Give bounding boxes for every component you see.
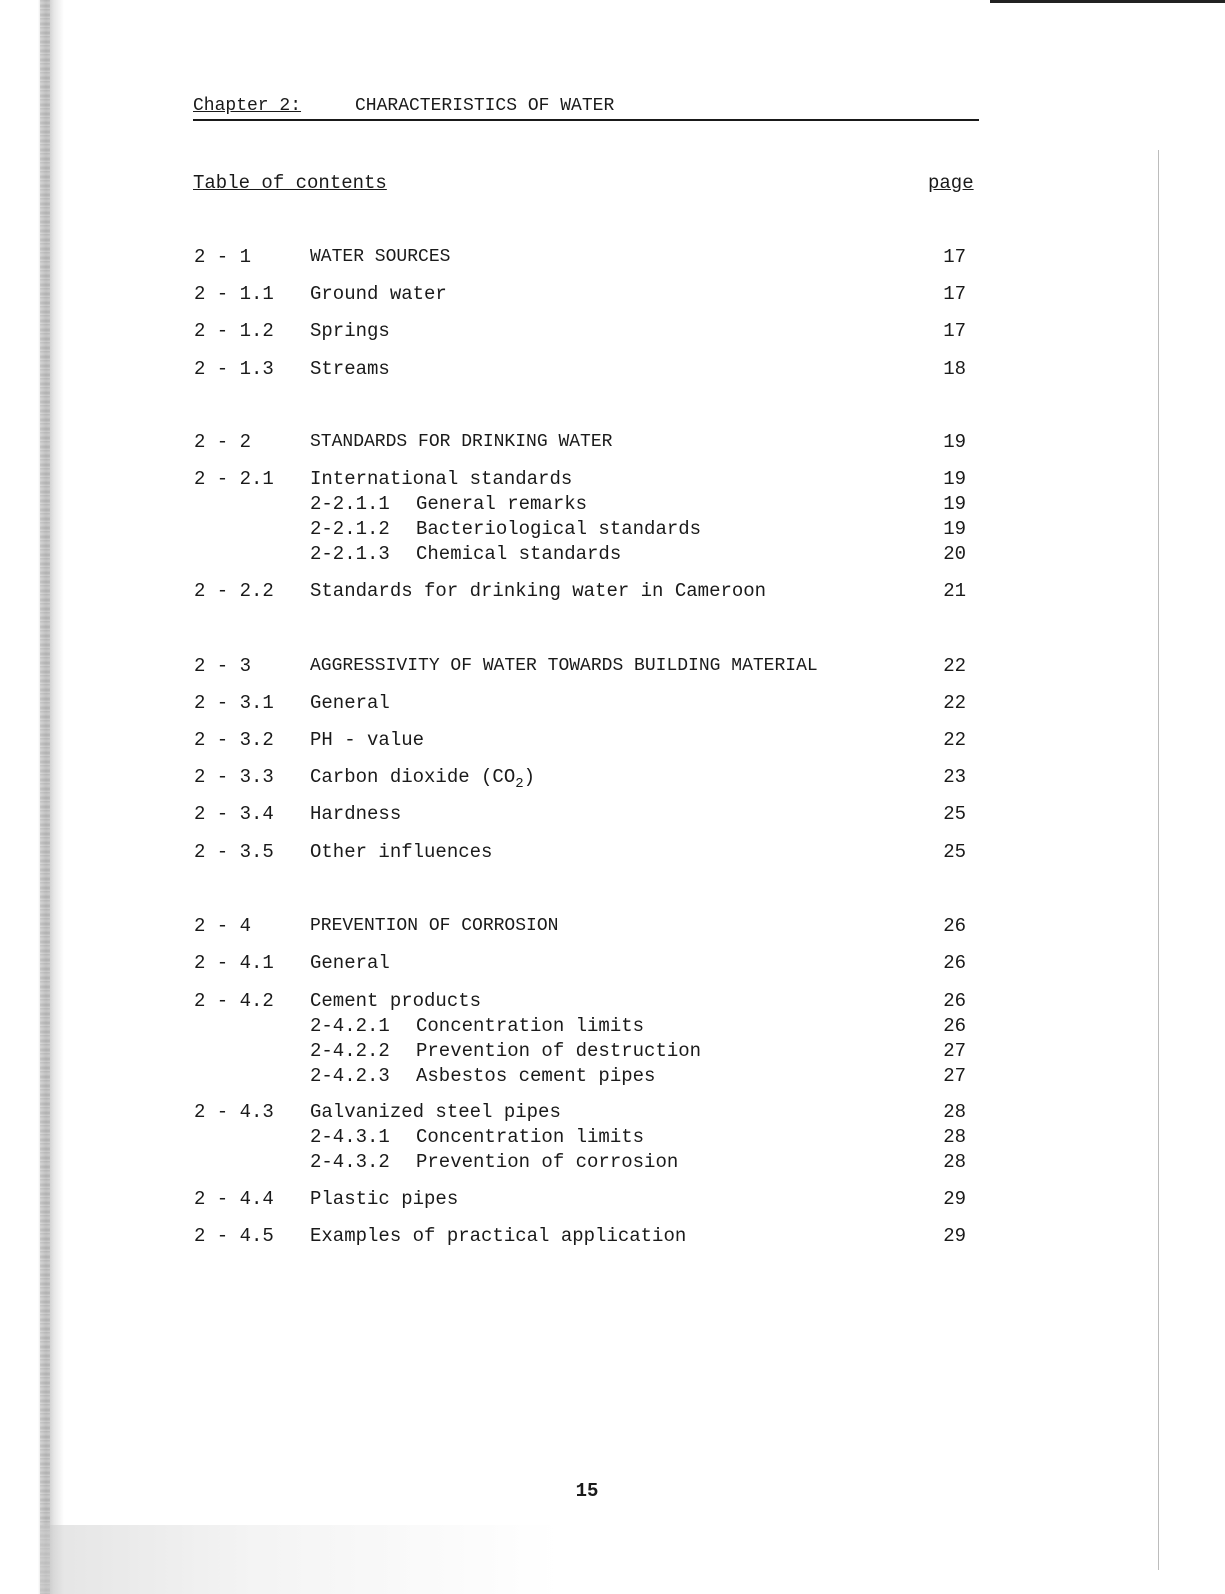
toc-entry [0, 467, 1225, 491]
toc-entry [0, 1187, 1225, 1211]
chapter-header [193, 95, 979, 121]
toc-entry-page: 25 [943, 803, 966, 825]
toc-entry-number: 2 - 2.2 [194, 580, 274, 602]
toc-entry-page: 28 [943, 1151, 966, 1173]
toc-entry-number: 2-2.1.2 [310, 518, 390, 540]
toc-entry-number: 2 - 1.2 [194, 320, 274, 342]
toc-entry [0, 319, 1225, 343]
toc-entry-title: General remarks [416, 493, 588, 515]
toc-entry-page: 23 [943, 766, 966, 788]
toc-entry-title: General [310, 692, 390, 714]
toc-entry-number: 2-2.1.3 [310, 543, 390, 565]
toc-entry-title: Plastic pipes [310, 1188, 459, 1210]
toc-entry-number: 2 - 3.4 [194, 803, 274, 825]
toc-entry [0, 282, 1225, 306]
toc-entry-page: 18 [943, 358, 966, 380]
toc-entry-page: 22 [943, 729, 966, 751]
chapter-label: Chapter 2: [193, 96, 302, 116]
toc-entry-number: 2 - 1.3 [194, 358, 274, 380]
toc-entry-page: 17 [943, 320, 966, 342]
toc-entry-number: 2-4.3.1 [310, 1126, 390, 1148]
toc-entry-page: 29 [943, 1225, 966, 1247]
toc-entry-title: Concentration limits [416, 1126, 645, 1148]
toc-subentry [0, 1039, 1225, 1063]
toc-entry-title: Chemical standards [416, 543, 622, 565]
toc-entry-title: Cement products [310, 990, 482, 1012]
page-number: 15 [575, 1480, 599, 1502]
toc-entry-title: AGGRESSIVITY OF WATER TOWARDS BUILDING MATERIAL [310, 656, 818, 676]
toc-entry [0, 765, 1225, 792]
scan-edge-shadow [0, 0, 64, 1594]
chapter-title: CHARACTERISTICS OF WATER [355, 96, 615, 116]
toc-entry-title: International standards [310, 468, 573, 490]
toc-entry-page: 17 [943, 246, 966, 268]
toc-entry-page: 21 [943, 580, 966, 602]
toc-entry-page: 22 [943, 655, 966, 677]
toc-entry-title: General [310, 952, 390, 974]
toc-entry-title: PH - value [310, 729, 425, 751]
toc-entry-page: 19 [943, 518, 966, 540]
toc-entry-title: WATER SOURCES [310, 247, 451, 267]
toc-entry-number: 2 - 2.1 [194, 468, 274, 490]
toc-entry-number: 2 - 4 [194, 915, 252, 937]
toc-entry-number: 2 - 1.1 [194, 283, 274, 305]
toc-entry-number: 2 - 3.2 [194, 729, 274, 751]
toc-entry-number: 2-2.1.1 [310, 493, 390, 515]
toc-entry-number: 2 - 3.1 [194, 692, 274, 714]
toc-entry-title: Hardness [310, 803, 402, 825]
toc-entry-page: 26 [943, 990, 966, 1012]
toc-entry-number: 2 - 4.1 [194, 952, 274, 974]
toc-entry [0, 1224, 1225, 1248]
toc-subentry [0, 492, 1225, 516]
toc-entry-number: 2-4.2.1 [310, 1015, 390, 1037]
scan-edge-noise [40, 0, 50, 1594]
toc-entry-title: Other influences [310, 841, 493, 863]
toc-entry-title: Ground water [310, 283, 447, 305]
toc-entry [0, 654, 1225, 678]
toc-entry-number: 2 - 3.5 [194, 841, 274, 863]
subscript-two: 2 [515, 776, 524, 792]
toc-entry [0, 728, 1225, 752]
toc-entry-number: 2 - 4.3 [194, 1101, 274, 1123]
toc-entry-page: 28 [943, 1101, 966, 1123]
toc-entry [0, 951, 1225, 975]
toc-entry-title: STANDARDS FOR DRINKING WATER [310, 432, 613, 452]
toc-subentry [0, 1150, 1225, 1174]
toc-entry-page: 19 [943, 431, 966, 453]
toc-entry-title-close: ) [523, 766, 536, 788]
toc-entry-page: 22 [943, 692, 966, 714]
toc-entry-page: 29 [943, 1188, 966, 1210]
toc-entry-page: 20 [943, 543, 966, 565]
toc-entry-page: 27 [943, 1065, 966, 1087]
toc-entry-number: 2 - 4.4 [194, 1188, 274, 1210]
toc-subentry [0, 1125, 1225, 1149]
toc-entry-title: Galvanized steel pipes [310, 1101, 561, 1123]
toc-entry [0, 802, 1225, 826]
toc-entry-page: 26 [943, 1015, 966, 1037]
toc-entry [0, 245, 1225, 269]
toc-entry-title: Examples of practical application [310, 1225, 687, 1247]
toc-entry-page: 19 [943, 493, 966, 515]
toc-entry [0, 840, 1225, 864]
toc-entry [0, 989, 1225, 1013]
toc-subentry [0, 542, 1225, 566]
toc-entry [0, 430, 1225, 454]
scan-bottom-shadow [40, 1525, 560, 1594]
toc-entry-title: Springs [310, 320, 390, 342]
toc-entry-number: 2-4.2.2 [310, 1040, 390, 1062]
scan-top-line [990, 0, 1225, 3]
toc-entry-title: Streams [310, 358, 390, 380]
toc-entry-number: 2 - 3 [194, 655, 252, 677]
toc-entry-page: 19 [943, 468, 966, 490]
toc-entry [0, 357, 1225, 381]
toc-entry-page: 28 [943, 1126, 966, 1148]
toc-entry-page: 27 [943, 1040, 966, 1062]
toc-entry-title: Bacteriological standards [416, 518, 702, 540]
toc-entry-title: Asbestos cement pipes [416, 1065, 656, 1087]
toc-subentry [0, 1064, 1225, 1088]
toc-entry [0, 691, 1225, 715]
toc-subentry [0, 1014, 1225, 1038]
toc-subentry [0, 517, 1225, 541]
toc-entry-number: 2 - 1 [194, 246, 252, 268]
toc-entry-page: 25 [943, 841, 966, 863]
toc-entry [0, 579, 1225, 603]
toc-page-column-label: page [928, 172, 974, 194]
toc-entry [0, 914, 1225, 938]
toc-entry-number: 2 - 3.3 [194, 766, 274, 788]
toc-entry-title: Concentration limits [416, 1015, 645, 1037]
toc-entry-title: Prevention of destruction [416, 1040, 702, 1062]
toc-entry-number: 2 - 2 [194, 431, 252, 453]
toc-entry-number: 2-4.3.2 [310, 1151, 390, 1173]
toc-entry-title-text: Carbon dioxide (CO [310, 766, 516, 788]
toc-entry-number: 2 - 4.2 [194, 990, 274, 1012]
toc-entry [0, 1100, 1225, 1124]
toc-entry-title: Standards for drinking water in Cameroon [310, 580, 767, 602]
toc-heading: Table of contents [193, 172, 387, 194]
toc-entry-title: Prevention of corrosion [416, 1151, 679, 1173]
toc-entry-title [310, 765, 535, 796]
toc-entry-page: 26 [943, 915, 966, 937]
toc-entry-number: 2 - 4.5 [194, 1225, 274, 1247]
toc-entry-page: 26 [943, 952, 966, 974]
toc-entry-number: 2-4.2.3 [310, 1065, 390, 1087]
toc-entry-title: PREVENTION OF CORROSION [310, 916, 559, 936]
toc-entry-page: 17 [943, 283, 966, 305]
